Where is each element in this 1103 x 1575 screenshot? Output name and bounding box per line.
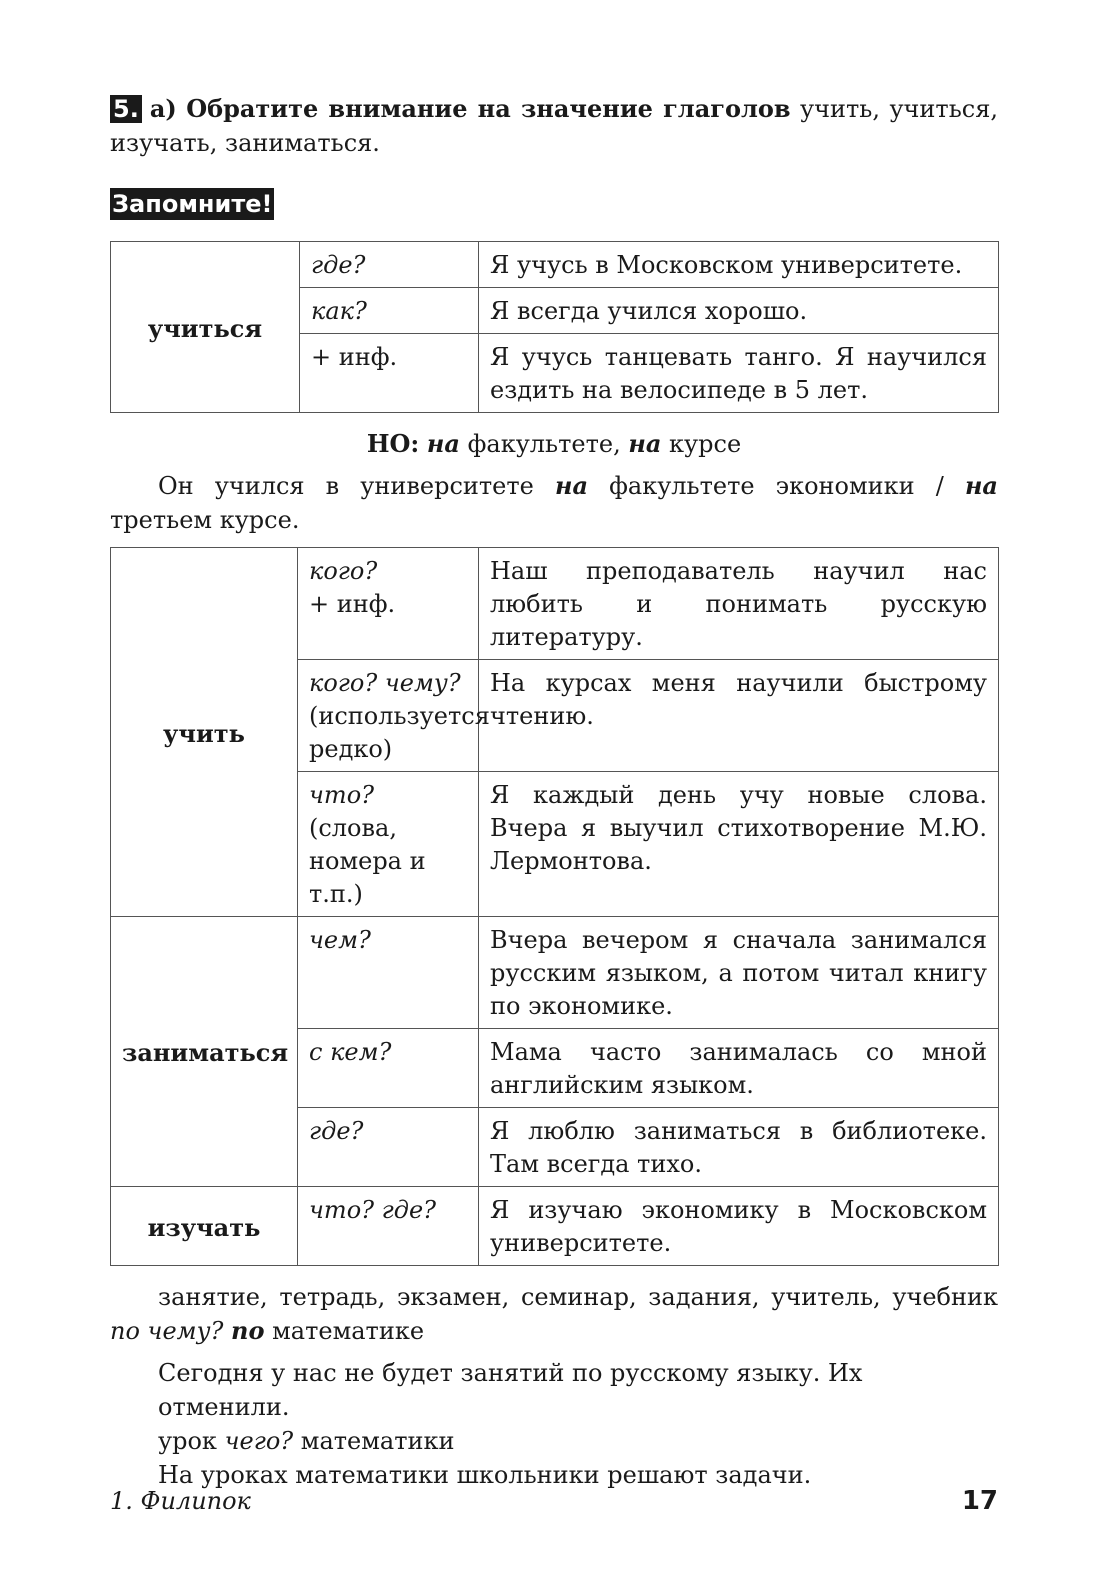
example-cell: Мама часто занималась со мной английским языком. <box>479 1029 999 1108</box>
verb-cell: учить <box>111 548 298 917</box>
table-uchitsya <box>110 241 999 413</box>
question-note: + инф. <box>309 590 396 618</box>
example-text: факультете экономики / <box>609 472 944 500</box>
note-preposition: на <box>628 429 662 458</box>
words-tail: математике <box>272 1317 425 1345</box>
question-cell: где? <box>300 242 479 288</box>
example-cell: На курсах меня научили быстрому чтению. <box>479 660 999 772</box>
words-list: занятие, тетрадь, экзамен, семинар, задания, учитель, учебник <box>158 1283 998 1311</box>
textbook-page <box>110 92 998 1492</box>
table-row <box>111 1187 999 1266</box>
task-5 <box>110 92 998 160</box>
sentence-text: математики <box>300 1427 455 1455</box>
question-cell <box>298 548 479 660</box>
example-preposition: на <box>964 471 998 500</box>
words-preposition: по <box>231 1316 265 1345</box>
page-number: 17 <box>961 1486 998 1516</box>
task-verbs: учить, учиться, изучать, заниматься. <box>110 95 998 157</box>
task-label: а) <box>149 94 177 123</box>
example-preposition: на <box>554 471 588 500</box>
words-question: по чему? <box>110 1317 224 1345</box>
note-line <box>110 427 998 461</box>
note-preposition: на <box>426 429 460 458</box>
task-number: 5. <box>110 95 142 123</box>
question-cell: как? <box>300 288 479 334</box>
note-word: курсе <box>669 430 742 458</box>
verb-cell: учиться <box>111 242 300 413</box>
example-cell: Я учусь танцевать танго. Я научился ездить на велосипеде в 5 лет. <box>479 334 999 413</box>
question-cell: с кем? <box>298 1029 479 1108</box>
note-no: НО: <box>366 429 420 458</box>
table-verbs <box>110 547 999 1266</box>
example-cell: Я люблю заниматься в библиотеке. Там всегда тихо. <box>479 1108 999 1187</box>
question-cell: что? где? <box>298 1187 479 1266</box>
sentence-2 <box>158 1424 998 1458</box>
example-cell: Я учусь в Московском университете. <box>479 242 999 288</box>
words-paragraph <box>110 1280 998 1348</box>
verb-cell: изучать <box>111 1187 298 1266</box>
sentence-3: На уроках математики школьники решают задачи. <box>158 1461 812 1489</box>
task-instruction: Обратите внимание на значение глаголов <box>186 94 791 123</box>
question-text: что? <box>309 781 375 809</box>
note-word: факультете, <box>467 430 621 458</box>
page-footer <box>110 1484 998 1520</box>
example-cell: Наш преподаватель научил нас любить и понимать русскую литературу. <box>479 548 999 660</box>
table-row <box>111 548 999 660</box>
sentence-question: чего? <box>224 1427 294 1455</box>
remember-label: Запомните! <box>112 190 273 218</box>
example-cell: Я каждый день учу новые слова. Вчера я выучил стихотворение М.Ю. Лермонтова. <box>479 772 999 917</box>
question-text: кого? <box>309 557 378 585</box>
question-cell: где? <box>298 1108 479 1187</box>
example-paragraph <box>110 469 998 537</box>
example-cell: Я всегда учился хорошо. <box>479 288 999 334</box>
question-cell: чем? <box>298 917 479 1029</box>
footer-section-title: 1. Филипок <box>110 1487 251 1515</box>
table-row <box>111 917 999 1029</box>
example-text: Он учился в университете <box>158 472 534 500</box>
sentence-1: Сегодня у нас не будет занятий по русскому языку. Их отменили. <box>158 1359 863 1421</box>
example-text: третьем курсе. <box>110 506 300 534</box>
question-cell: + инф. <box>300 334 479 413</box>
question-cell <box>298 660 490 772</box>
sentences-block <box>110 1356 998 1492</box>
question-text: кого? чему? <box>309 669 461 697</box>
example-cell: Вчера вечером я сначала занимался русским языком, а потом читал книгу по экономике. <box>479 917 999 1029</box>
sentence-text: урок <box>158 1427 217 1455</box>
table-row <box>111 242 999 288</box>
question-note: (слова, номера и т.п.) <box>309 814 426 908</box>
verb-cell: заниматься <box>111 917 298 1187</box>
example-cell: Я изучаю экономику в Московском университете. <box>479 1187 999 1266</box>
question-note: (используется редко) <box>309 702 490 763</box>
question-cell <box>298 772 479 917</box>
